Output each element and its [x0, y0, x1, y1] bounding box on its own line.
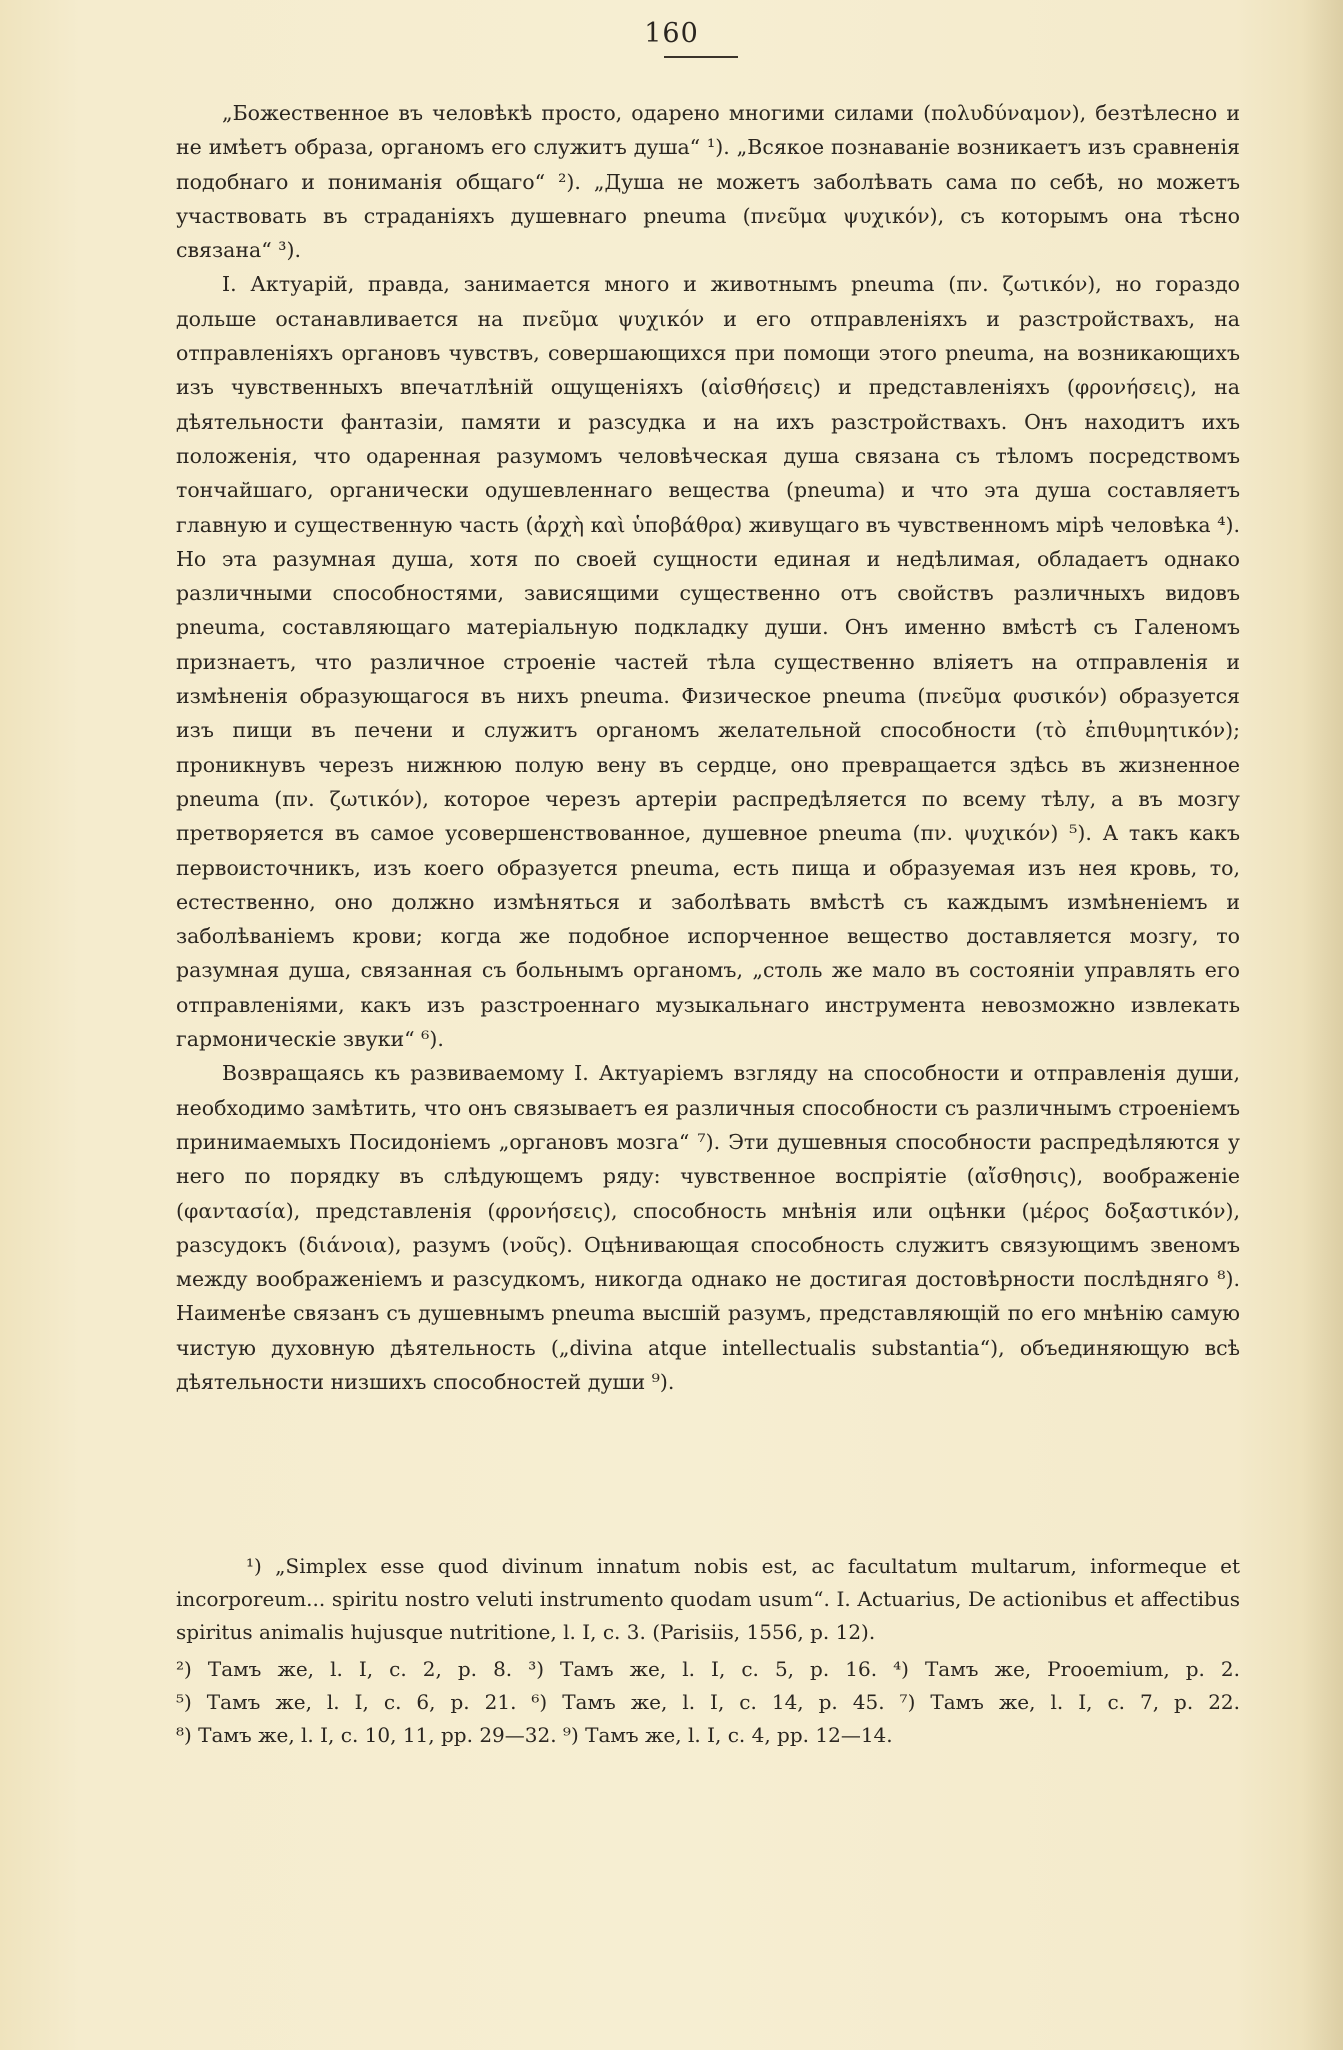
footnote-line-8-9: ⁸) Тамъ же, l. I, c. 10, 11, pp. 29—32. ⁹) Тамъ же, l. I, c. 4, pp. 12—14. — [176, 1723, 893, 1747]
paragraph-1: „Божественное въ человѣкѣ просто, одарено многими силами (πολυδύναμον), безтѣлесно и не имѣетъ образа, органомъ его служитъ душа“ ¹). „Всякое познаванiе возникаетъ изъ сравненiя подобнаго и пониманiя общаго“ ²). „Душа не можетъ заболѣвать сама по себѣ, но можетъ участвовать въ страданiяхъ душевнаго pneuma (πνεῦμα ψυχικόν), съ которымъ она тѣсно связана“ ³). — [176, 101, 1240, 263]
paragraph-2: I. Актуарiй, правда, занимается много и животнымъ pneuma (πν. ζωτικόν), но гораздо дольше останавливается на πνεῦμα ψυχικόν и его отправленiяхъ и разстройствахъ, на отправленiяхъ органовъ чувствъ, совершающихся при помощи этого pneuma, на возникающихъ изъ чувственныхъ впечатлѣнiй ощущенiяхъ (αἰσθήσεις) и представленiяхъ (φρονήσεις), на дѣятельности фантазiи, памяти и разсудка и на ихъ разстройствахъ. Онъ находитъ ихъ положенiя, что одаренная разумомъ человѣческая душа связана съ тѣломъ посредствомъ тончайшаго, органически одушевленнаго вещества (pneuma) и что эта душа составляетъ главную и существенную часть (ἀρχὴ καὶ ὑποβάθρα) живущаго въ чувственномъ мiрѣ человѣка ⁴). Но эта разумная душа, хотя по своей сущности единая и недѣлимая, обладаетъ однако различными способностями, зависящими существенно отъ свойствъ различныхъ видовъ pneuma, составляющаго матерiальную подкладку души. Онъ именно вмѣстѣ съ Галеномъ признаетъ, что различное строенiе частей тѣла существенно влiяетъ на отправленiя и измѣненiя образующагося въ нихъ pneuma. Физическое pneuma (πνεῦμα φυσικόν) образуется изъ пищи въ печени и служитъ органомъ желательной способности (τὸ ἐπιθυμητικόν); проникнувъ черезъ нижнюю полую вену въ сердце, оно превращается здѣсь въ жизненное pneuma (πν. ζωτικόν), которое черезъ артерiи распредѣляется по всему тѣлу, а въ мозгу претворяется въ самое усовершенствованное, душевное pneuma (πν. ψυχικόν) ⁵). А такъ какъ первоисточникъ, изъ коего образуется pneuma, есть пища и образуемая изъ нея кровь, то, естественно, оно должно измѣняться и заболѣвать вмѣстѣ съ каждымъ измѣненiемъ и заболѣванiемъ крови; когда же подобное испорченное вещество доставляется мозгу, то разумная душа, связанная съ больнымъ органомъ, „столь же мало въ состоянiи управлять его отправленiями, какъ изъ разстроеннаго музыкальнаго инструмента невозможно извлекать гармоническiе звуки“ ⁶). — [176, 272, 1240, 1052]
page-number: 160 — [644, 18, 699, 49]
footnotes — [176, 1550, 1240, 1752]
page-number-underline — [664, 56, 738, 58]
footnote-line-5-7: ⁵) Тамъ же, l. I, c. 6, p. 21. ⁶) Тамъ же, l. I, c. 14, p. 45. ⁷) Тамъ же, l. I, c. 7, p. 22. — [176, 1690, 1240, 1714]
footnote-line-2-4: ²) Тамъ же, l. I, c. 2, p. 8. ³) Тамъ же, l. I, c. 5, p. 16. ⁴) Тамъ же, Prooemium, p. 2. — [176, 1657, 1240, 1681]
footnote-1: ¹) „Simplex esse quod divinum innatum nobis est, ac facultatum multarum, informeque et incorporeum... spiritu nostro veluti instrumento quodam usum“. I. Actuarius, De actionibus et affectibus spiritus animalis hujusque nutritione, l. I, c. 3. (Parisiis, 1556, p. 12). — [176, 1554, 1240, 1644]
main-text — [176, 96, 1240, 1399]
paragraph-3: Возвращаясь къ развиваемому I. Актуарiемъ взгляду на способности и отправленiя души, необходимо замѣтить, что онъ связываетъ ея различныя способности съ различнымъ строенiемъ принимаемыхъ Посидонiемъ „органовъ мозга“ ⁷). Эти душевныя способности распредѣляются у него по порядку въ слѣдующемъ ряду: чувственное воспрiятiе (αἴσθησις), воображенiе (φαντασία), представленiя (φρονήσεις), способность мнѣнiя или оцѣнки (μέρος δοξαστικόν), разсудокъ (διάνοια), разумъ (νοῦς). Оцѣнивающая способность служитъ связующимъ звеномъ между воображенiемъ и разсудкомъ, никогда однако не достигая достовѣрности послѣдняго ⁸). Наименѣе связанъ съ душевнымъ pneuma высшiй разумъ, представляющiй по его мнѣнiю самую чистую духовную дѣятельность („divina atque intellectualis substantia“), объединяющую всѣ дѣятельности низшихъ способностей души ⁹). — [176, 1061, 1240, 1394]
page-edge-shadow — [1303, 0, 1343, 2050]
footnote-lines — [176, 1653, 1240, 1752]
